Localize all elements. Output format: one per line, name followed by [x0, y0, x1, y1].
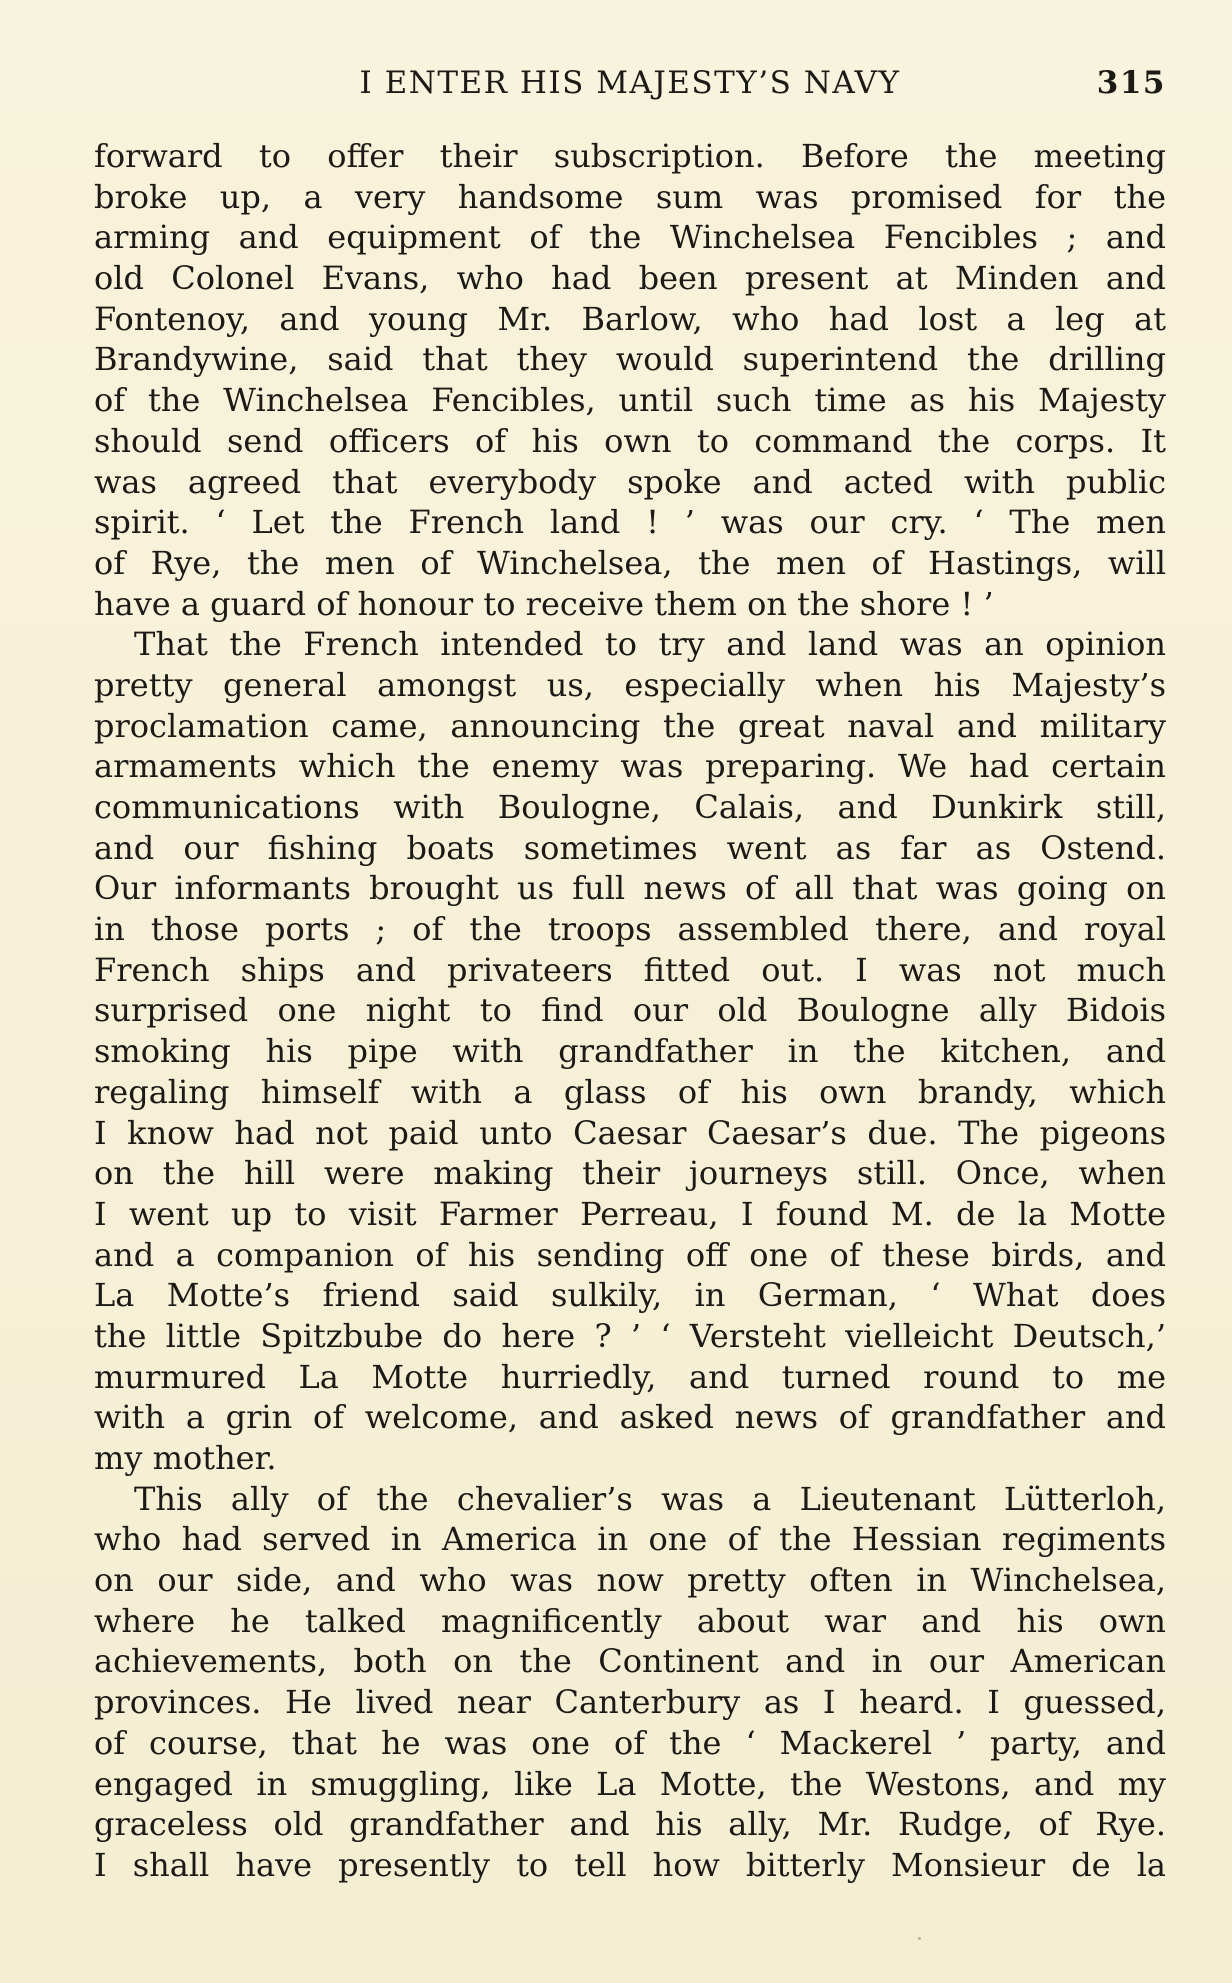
text-line: graceless old grandfather and his ally, Mr. Rudge, of Rye. — [94, 1805, 1166, 1844]
text-line: the little Spitzbube do here ? ’ ‘ Versteht vielleicht Deutsch,’ — [94, 1316, 1166, 1355]
text-line: communications with Boulogne, Calais, and Dunkirk still, — [94, 788, 1166, 826]
text-line: regaling himself with a glass of his own brandy, which — [94, 1072, 1166, 1111]
text-line: armaments which the enemy was preparing. We had certain — [94, 747, 1166, 786]
text-line: on our side, and who was now pretty often in Winchelsea, — [94, 1561, 1166, 1600]
text-line: proclamation came, announcing the great naval and military — [94, 706, 1166, 745]
text-line: smoking his pipe with grandfather in the kitchen, and — [94, 1032, 1166, 1071]
text-line: have a guard of honour to receive them on the shore ! ’ — [94, 584, 994, 623]
paper-speck — [918, 1937, 921, 1940]
text-line: who had served in America in one of the Hessian regiments — [94, 1520, 1166, 1559]
running-head-title: I ENTER HIS MAJESTY’S NAVY — [359, 65, 901, 101]
text-line: and our fishing boats sometimes went as far as Ostend. — [94, 828, 1166, 867]
text-line: on the hill were making their journeys still. Once, when — [94, 1154, 1166, 1193]
running-head — [94, 60, 1166, 106]
text-line: my mother. — [94, 1439, 277, 1477]
text-line: Fontenoy, and young Mr. Barlow, who had lost a leg at — [94, 299, 1166, 338]
text-line: surprised one night to find our old Boulogne ally Bidois — [94, 991, 1166, 1030]
text-line: old Colonel Evans, who had been present at Minden and — [94, 259, 1166, 298]
text-line: engaged in smuggling, like La Motte, the Westons, and my — [94, 1764, 1166, 1803]
text-line: of course, that he was one of the ‘ Mackerel ’ party, and — [94, 1723, 1166, 1762]
text-line: should send officers of his own to command the corps. It — [94, 421, 1166, 460]
text-line: arming and equipment of the Winchelsea Fencibles ; and — [94, 218, 1166, 257]
text-line: in those ports ; of the troops assembled there, and royal — [94, 910, 1166, 949]
text-line: murmured La Motte hurriedly, and turned round to me — [94, 1357, 1166, 1396]
text-line: and a companion of his sending off one of these birds, and — [94, 1235, 1166, 1274]
text-line: forward to offer their subscription. Before the meeting — [94, 137, 1166, 175]
text-line: French ships and privateers fitted out. I was not much — [94, 950, 1166, 989]
text-line: of the Winchelsea Fencibles, until such time as his Majesty — [94, 381, 1166, 420]
text-line: That the French intended to try and land was an opinion — [134, 625, 1166, 664]
text-line: provinces. He lived near Canterbury as I heard. I guessed, — [94, 1683, 1166, 1722]
text-line: was agreed that everybody spoke and acted with public — [94, 462, 1166, 501]
text-line: I shall have presently to tell how bitterly Monsieur de la — [94, 1845, 1166, 1884]
text-line: I went up to visit Farmer Perreau, I found M. de la Motte — [94, 1194, 1166, 1233]
text-line: achievements, both on the Continent and in our American — [94, 1642, 1166, 1681]
text-line: pretty general amongst us, especially when his Majesty’s — [94, 665, 1166, 704]
text-line: This ally of the chevalier’s was a Lieutenant Lütterloh, — [134, 1479, 1166, 1518]
text-line: with a grin of welcome, and asked news of grandfather and — [94, 1398, 1166, 1437]
text-line: where he talked magnificently about war and his own — [94, 1601, 1166, 1640]
page-number: 315 — [1096, 65, 1166, 101]
text-line: La Motte’s friend said sulkily, in German, ‘ What does — [94, 1276, 1166, 1315]
text-line: I know had not paid unto Caesar Caesar’s due. The pigeons — [94, 1113, 1166, 1152]
text-line: broke up, a very handsome sum was promised for the — [94, 177, 1166, 216]
text-line: Brandywine, said that they would superintend the drilling — [94, 340, 1166, 379]
body-text — [94, 136, 1166, 1886]
text-line: of Rye, the men of Winchelsea, the men of Hastings, will — [94, 543, 1166, 582]
text-line: spirit. ‘ Let the French land ! ’ was our cry. ‘ The men — [94, 503, 1166, 542]
text-line: Our informants brought us full news of all that was going on — [94, 869, 1166, 908]
